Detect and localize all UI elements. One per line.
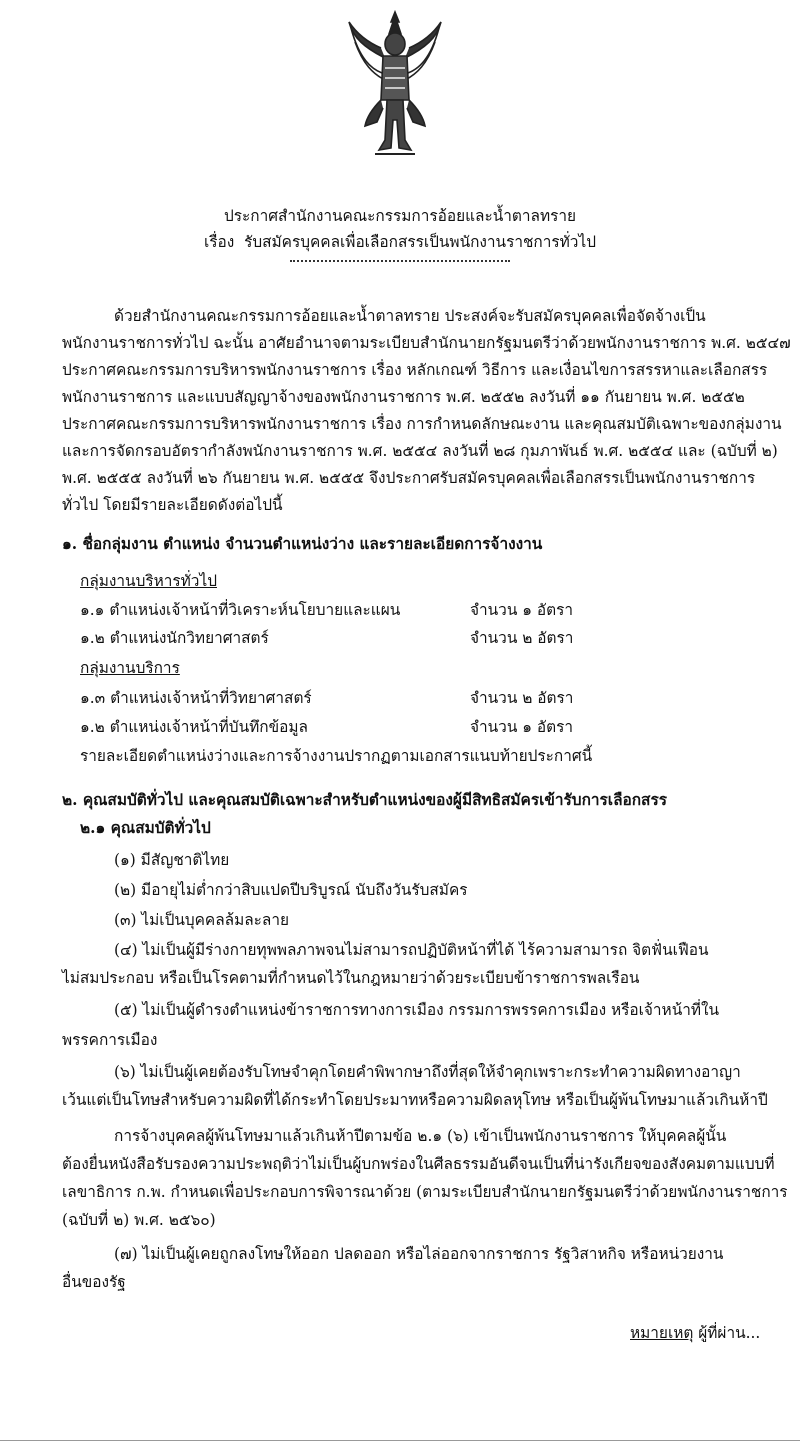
position-item: ๑.๒ ตำแหน่งนักวิทยาศาสตร์ <box>80 629 269 647</box>
dotted-separator <box>290 260 510 262</box>
position-quantity: จำนวน ๒ อัตรา <box>470 629 574 647</box>
announcement-subject <box>0 232 800 252</box>
section2-subheading: ๒.๑ คุณสมบัติทั่วไป <box>80 819 211 837</box>
qualification-line: (ฉบับที่ ๒) พ.ศ. ๒๕๖๐) <box>62 1211 216 1229</box>
footer-note-label: หมายเหตุ <box>630 1324 694 1342</box>
subject-text: รับสมัครบุคคลเพื่อเลือกสรรเป็นพนักงานราชการทั่วไป <box>244 233 596 251</box>
qualification-line: (๖) ไม่เป็นผู้เคยต้องรับโทษจำคุกโดยคำพิพากษาถึงที่สุดให้จำคุกเพราะกระทำความผิดทางอาญา <box>114 1063 741 1081</box>
footer-note-text: ผู้ที่ผ่าน... <box>698 1324 761 1342</box>
position-quantity: จำนวน ๑ อัตรา <box>470 601 574 619</box>
intro-line: พนักงานราชการ และแบบสัญญาจ้างของพนักงานราชการ พ.ศ. ๒๕๕๒ ลงวันที่ ๑๑ กันยายน พ.ศ. ๒๕๕๒ <box>62 388 745 406</box>
section1-note: รายละเอียดตำแหน่งว่างและการจ้างงานปรากฏตามเอกสารแนบท้ายประกาศนี้ <box>80 747 593 765</box>
qualification-line: (๓) ไม่เป็นบุคคลล้มละลาย <box>114 911 290 929</box>
footer-note <box>630 1323 760 1343</box>
intro-line: ทั่วไป โดยมีรายละเอียดดังต่อไปนี้ <box>62 496 283 514</box>
qualification-line: (๕) ไม่เป็นผู้ดำรงตำแหน่งข้าราชการทางการเมือง กรรมการพรรคการเมือง หรือเจ้าหน้าที่ใน <box>114 1001 720 1019</box>
qualification-line: (๑) มีสัญชาติไทย <box>114 851 230 869</box>
intro-line: ด้วยสำนักงานคณะกรรมการอ้อยและน้ำตาลทราย ประสงค์จะรับสมัครบุคคลเพื่อจัดจ้างเป็น <box>114 307 706 325</box>
qualification-line: เลขาธิการ ก.พ. กำหนดเพื่อประกอบการพิจารณาด้วย (ตามระเบียบสำนักนายกรัฐมนตรีว่าด้วยพนักงานราชการ <box>62 1183 788 1201</box>
qualification-line: อื่นของรัฐ <box>62 1273 126 1291</box>
position-quantity: จำนวน ๑ อัตรา <box>470 718 574 736</box>
bottom-border <box>0 1440 800 1441</box>
position-item: ๑.๑ ตำแหน่งเจ้าหน้าที่วิเคราะห์นโยบายและแผน <box>80 601 401 619</box>
qualification-line: ต้องยื่นหนังสือรับรองความประพฤติว่าไม่เป็นผู้บกพร่องในศีลธรรมอันดีจนเป็นที่น่ารังเกียจของสังคมตามแบบที่ <box>62 1155 775 1173</box>
section2-heading: ๒. คุณสมบัติทั่วไป และคุณสมบัติเฉพาะสำหรับตำแหน่งของผู้มีสิทธิสมัครเข้ารับการเลือกสรร <box>62 791 667 809</box>
qualification-line: (๗) ไม่เป็นผู้เคยถูกลงโทษให้ออก ปลดออก หรือไล่ออกจากราชการ รัฐวิสาหกิจ หรือหน่วยงาน <box>114 1245 724 1263</box>
qualification-line: เว้นแต่เป็นโทษสำหรับความผิดที่ได้กระทำโดยประมาทหรือความผิดลหุโทษ หรือเป็นผู้พ้นโทษมาแล้วเกินห้าปี <box>62 1091 768 1109</box>
garuda-emblem-icon <box>345 8 445 160</box>
position-item: ๑.๓ ตำแหน่งเจ้าหน้าที่วิทยาศาสตร์ <box>80 689 312 707</box>
group-label: กลุ่มงานบริหารทั่วไป <box>80 572 217 590</box>
intro-line: ประกาศคณะกรรมการบริหารพนักงานราชการ เรื่อง การกำหนดลักษณะงาน และคุณสมบัติเฉพาะของกลุ่มงาน <box>62 415 782 433</box>
position-item: ๑.๒ ตำแหน่งเจ้าหน้าที่บันทึกข้อมูล <box>80 718 308 736</box>
subject-label: เรื่อง <box>204 233 235 251</box>
qualification-line: การจ้างบุคคลผู้พ้นโทษมาแล้วเกินห้าปีตามข้อ ๒.๑ (๖) เข้าเป็นพนักงานราชการ ให้บุคคลผู้นั้น <box>114 1127 727 1145</box>
position-quantity: จำนวน ๒ อัตรา <box>470 689 574 707</box>
intro-line: พนักงานราชการทั่วไป ฉะนั้น อาศัยอำนาจตามระเบียบสำนักนายกรัฐมนตรีว่าด้วยพนักงานราชการ พ.ศ. ๒๕๔๗ <box>62 334 791 352</box>
qualification-line: พรรคการเมือง <box>62 1031 158 1049</box>
qualification-line: ไม่สมประกอบ หรือเป็นโรคตามที่กำหนดไว้ในกฎหมายว่าด้วยระเบียบข้าราชการพลเรือน <box>62 969 640 987</box>
intro-line: ประกาศคณะกรรมการบริหารพนักงานราชการ เรื่อง หลักเกณฑ์ วิธีการ และเงื่อนไขการสรรหาและเลือกสรร <box>62 361 768 379</box>
qualification-line: (๔) ไม่เป็นผู้มีร่างกายทุพพลภาพจนไม่สามารถปฏิบัติหน้าที่ได้ ไร้ความสามารถ จิตฟั่นเฟือน <box>114 941 709 959</box>
section1-heading: ๑. ชื่อกลุ่มงาน ตำแหน่ง จำนวนตำแหน่งว่าง และรายละเอียดการจ้างงาน <box>62 535 543 553</box>
group-label: กลุ่มงานบริการ <box>80 659 180 677</box>
intro-line: พ.ศ. ๒๕๕๕ ลงวันที่ ๒๖ กันยายน พ.ศ. ๒๕๕๕ จึงประกาศรับสมัครบุคคลเพื่อเลือกสรรเป็นพนักงานราชการ <box>62 469 756 487</box>
announcement-title: ประกาศสำนักงานคณะกรรมการอ้อยและน้ำตาลทราย <box>223 207 577 225</box>
qualification-line: (๒) มีอายุไม่ต่ำกว่าสิบแปดปีบริบูรณ์ นับถึงวันรับสมัคร <box>114 881 468 899</box>
intro-line: และการจัดกรอบอัตรากำลังพนักงานราชการ พ.ศ. ๒๕๕๔ ลงวันที่ ๒๘ กุมภาพันธ์ พ.ศ. ๒๕๕๔ และ (ฉบับที่ ๒) <box>62 442 778 460</box>
